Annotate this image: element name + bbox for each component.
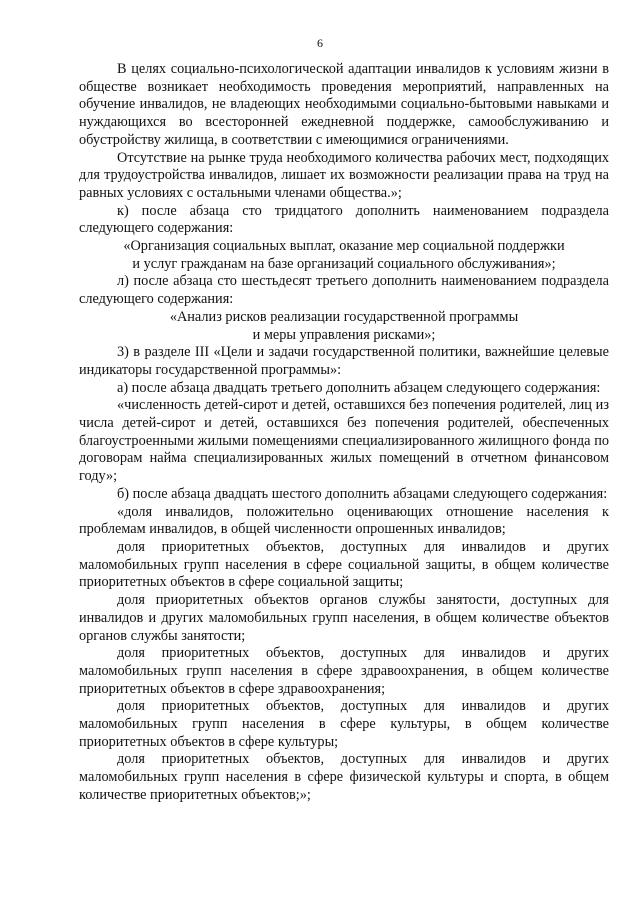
document-body [79,61,609,805]
paragraph-adaptation: В целях социально-психологической адаптации инвалидов к условиям жизни в обществе возникает необходимость проведения мероприятий, направленных на обучение инвалидов, не владеющих необходимыми социально-бытовыми навыками и нуждающихся во всесторонней ежедневной поддержке, самообслуживанию и обустройству жилища, в соответствии с имеющимися ограничениями. [79,61,609,148]
paragraph-social-protection: доля приоритетных объектов, доступных для инвалидов и других маломобильных групп населения в сфере социальной защиты, в общем количестве приоритетных объектов в сфере социальной защиты; [79,538,609,591]
paragraph-sport: доля приоритетных объектов, доступных для инвалидов и других маломобильных групп населения в сфере физической культуры и спорта, в общем количестве приоритетных объектов;»; [79,751,609,803]
risk-title-line-2: и меры управления рисками»; [252,326,436,343]
paragraph-labor-market: Отсутствие на рынке труда необходимого количества рабочих мест, подходящих для трудоустройства инвалидов, лишает их возможности реализации права на труд на равных условиях с остальными членами общества.»; [79,149,609,201]
paragraph-item-k: к) после абзаца сто тридцатого дополнить наименованием подраздела следующего содержания: [79,202,609,237]
paragraph-item-a: а) после абзаца двадцать третьего дополнить абзацем следующего содержания: [117,379,601,396]
page-number: 6 [317,36,323,50]
paragraph-section-3: 3) в разделе III «Цели и задачи государственной политики, важнейшие целевые индикаторы государственной программы»: [79,344,609,378]
paragraph-orphans: «численность детей-сирот и детей, оставшихся без попечения родителей, лиц из числа детей-сирот и детей, оставшихся без попечения родителей, обеспеченных благоустроенными жилыми помещениями специализированного жилищного фонда по договорам найма специализированных жилых помещений в отчетном финансовом году»; [79,397,609,485]
paragraph-healthcare: доля приоритетных объектов, доступных для инвалидов и других маломобильных групп населения в сфере здравоохранения, в общем количестве приоритетных объектов в сфере здравоохранения; [79,645,609,697]
paragraph-share-disabled: «доля инвалидов, положительно оценивающих отношение населения к проблемам инвалидов, в общей численности опрошенных инвалидов; [79,503,609,538]
risk-title-line-1: «Анализ рисков реализации государственной программы [169,308,519,325]
paragraph-employment-service: доля приоритетных объектов органов службы занятости, доступных для инвалидов и других маломобильных групп населения, в общем количестве объектов органов службы занятости; [79,592,609,644]
paragraph-item-b: б) после абзаца двадцать шестого дополнить абзацами следующего содержания: [117,485,608,502]
subsection-title-line-1: «Организация социальных выплат, оказание мер социальной поддержки [123,238,565,255]
paragraph-item-l: л) после абзаца сто шестьдесят третьего дополнить наименованием подраздела следующего содержания: [79,273,609,308]
paragraph-culture: доля приоритетных объектов, доступных для инвалидов и других маломобильных групп населения в сфере культуры, в общем количестве приоритетных объектов в сфере культуры; [79,698,609,750]
subsection-title-line-2: и услуг гражданам на базе организаций социального обслуживания»; [132,255,556,272]
